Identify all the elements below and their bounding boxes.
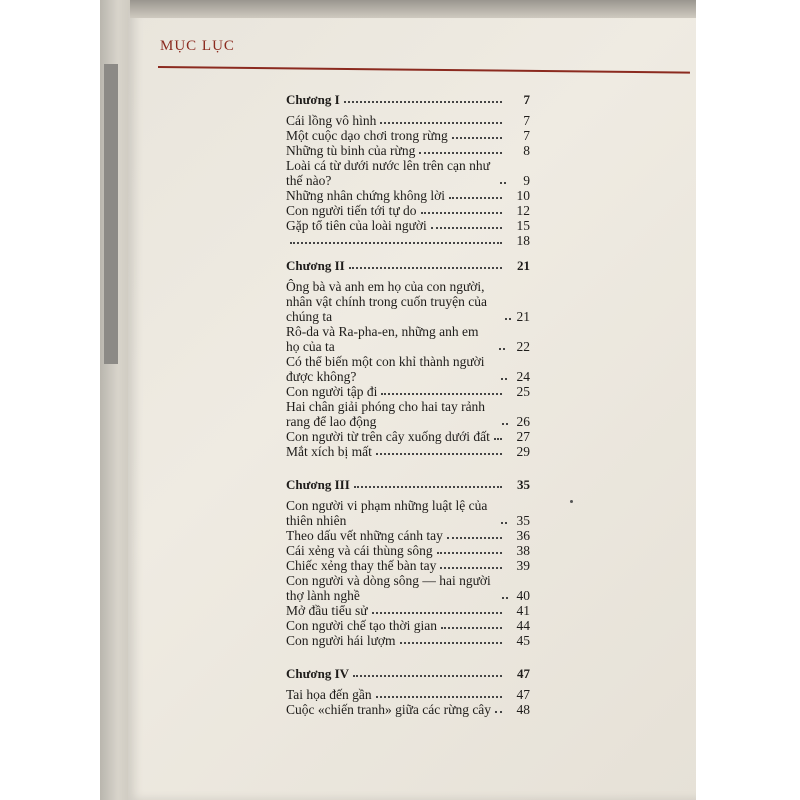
leader-dots	[376, 453, 502, 455]
cover-inner-shadow	[104, 64, 118, 364]
toc-entry-page: 39	[516, 558, 530, 573]
toc-entry-title: Một cuộc dạo chơi trong rừng	[286, 128, 448, 143]
page-title: MỤC LỤC	[160, 38, 235, 54]
leader-dots	[419, 152, 502, 154]
toc-entry-page: 8	[523, 143, 530, 158]
chapter-heading	[286, 477, 530, 492]
leader-dots	[447, 537, 502, 539]
toc-entry	[286, 354, 530, 384]
background-left	[0, 0, 100, 800]
page-top-shadow	[130, 0, 700, 18]
chapter-heading	[286, 258, 530, 273]
chapter-gap	[286, 248, 530, 258]
toc-entry	[286, 633, 530, 648]
toc-entry	[286, 188, 530, 203]
chapter-heading-title: Chương II	[286, 258, 345, 273]
leader-dots	[499, 348, 505, 350]
leader-dots	[421, 212, 502, 214]
toc-entry-page: 22	[516, 339, 530, 354]
chapter-heading-page: 7	[523, 92, 530, 107]
toc-entry-title: Mở đầu tiểu sử	[286, 603, 368, 618]
toc-entry-title: Có thể biến một con khỉ thành người được không?	[286, 354, 488, 384]
leader-dots	[495, 711, 502, 713]
leader-dots	[500, 182, 506, 184]
toc-entry-page: 26	[516, 414, 530, 429]
toc-entry-page: 7	[523, 128, 530, 143]
toc-entry-title: Những tù binh của rừng	[286, 143, 416, 158]
toc-entry-page: 48	[516, 702, 530, 717]
leader-dots	[449, 197, 502, 199]
chapter-heading-page: 47	[517, 666, 530, 681]
leader-dots	[353, 675, 502, 677]
chapter-heading-page: 35	[517, 477, 530, 492]
toc-entry-page: 18	[516, 233, 530, 248]
toc-entry	[286, 618, 530, 633]
chapter-gap	[286, 459, 530, 477]
chapter-heading	[286, 92, 530, 107]
leader-dots	[502, 423, 508, 425]
toc-entry-page: 7	[523, 113, 530, 128]
table-of-contents	[286, 92, 530, 717]
chapter-heading-title: Chương III	[286, 477, 350, 492]
toc-entry	[286, 233, 530, 248]
chapter-heading	[286, 666, 530, 681]
toc-entry	[286, 203, 530, 218]
toc-entry-title: Cái lồng vô hình	[286, 113, 377, 128]
toc-entry	[286, 528, 530, 543]
leader-dots	[376, 696, 502, 698]
leader-dots	[290, 242, 502, 244]
toc-entry-page: 41	[516, 603, 530, 618]
chapter-heading-page: 21	[517, 258, 530, 273]
toc-entry-title: Con người chế tạo thời gian	[286, 618, 437, 633]
chapter-heading-title: Chương I	[286, 92, 340, 107]
leader-dots	[400, 642, 502, 644]
toc-entry-title: Hai chân giải phóng cho hai tay rảnh rang để lao động	[286, 399, 489, 429]
leader-dots	[501, 522, 507, 524]
toc-entry	[286, 279, 530, 324]
toc-entry-title: Ông bà và anh em họ của con người, nhân vật chính trong cuốn truyện của chúng ta	[286, 279, 491, 324]
toc-entry-title: Theo dấu vết những cánh tay	[286, 528, 443, 543]
toc-entry-page: 36	[516, 528, 530, 543]
background-right	[696, 0, 800, 800]
toc-entry	[286, 603, 530, 618]
toc-entry-title: Rô-da và Ra-pha-en, những anh em họ của ta	[286, 324, 482, 354]
toc-entry-title: Mắt xích bị mất	[286, 444, 372, 459]
toc-entry	[286, 384, 530, 399]
leader-dots	[505, 318, 511, 320]
toc-entry-page: 47	[516, 687, 530, 702]
toc-entry	[286, 113, 530, 128]
toc-entry-title: Con người tập đi	[286, 384, 378, 399]
toc-entry-page: 10	[516, 188, 530, 203]
toc-entry-title: Con người từ trên cây xuống dưới đất	[286, 429, 490, 444]
toc-entry	[286, 399, 530, 429]
toc-entry-title: Con người vi phạm những luật lệ của thiên nhiên	[286, 498, 491, 528]
toc-entry-page: 15	[516, 218, 530, 233]
toc-entry-title: Con người và dòng sông — hai người thợ lành nghề	[286, 573, 495, 603]
toc-entry	[286, 158, 530, 188]
leader-dots	[452, 137, 502, 139]
toc-entry-page: 12	[516, 203, 530, 218]
toc-entry-page: 21	[516, 309, 530, 324]
toc-entry	[286, 324, 530, 354]
leader-dots	[494, 438, 502, 440]
page-speck	[570, 500, 573, 503]
toc-entry-title: Cuộc «chiến tranh» giữa các rừng cây	[286, 702, 492, 717]
leader-dots	[440, 567, 502, 569]
toc-entry	[286, 687, 530, 702]
toc-entry-page: 44	[516, 618, 530, 633]
leader-dots	[354, 486, 502, 488]
toc-entry-page: 9	[523, 173, 530, 188]
toc-entry-title: Con người hái lượm	[286, 633, 396, 648]
leader-dots	[437, 552, 502, 554]
toc-entry-title: Chiếc xẻng thay thế bàn tay	[286, 558, 437, 573]
chapter-gap	[286, 648, 530, 666]
leader-dots	[381, 393, 502, 395]
leader-dots	[380, 122, 502, 124]
leader-dots	[372, 612, 502, 614]
toc-entry	[286, 429, 530, 444]
toc-entry-page: 29	[516, 444, 530, 459]
leader-dots	[441, 627, 502, 629]
toc-entry-page: 24	[516, 369, 530, 384]
leader-dots	[431, 227, 502, 229]
toc-entry-title: Cái xẻng và cái thùng sông	[286, 543, 433, 558]
toc-entry-title: Gặp tổ tiên của loài người	[286, 218, 427, 233]
toc-entry	[286, 444, 530, 459]
toc-entry	[286, 128, 530, 143]
toc-entry-title: Con người tiến tới tự do	[286, 203, 417, 218]
toc-entry-page: 35	[516, 513, 530, 528]
chapter-heading-title: Chương IV	[286, 666, 350, 681]
toc-entry-page: 27	[516, 429, 530, 444]
toc-entry-page: 25	[516, 384, 530, 399]
toc-entry	[286, 702, 530, 717]
toc-entry	[286, 543, 530, 558]
toc-entry	[286, 218, 530, 233]
toc-entry-page: 45	[516, 633, 530, 648]
toc-entry	[286, 143, 530, 158]
toc-entry	[286, 498, 530, 528]
leader-dots	[349, 267, 502, 269]
toc-entry-page: 40	[516, 588, 530, 603]
toc-entry	[286, 573, 530, 603]
leader-dots	[344, 101, 502, 103]
toc-entry-title: Tai họa đến gần	[286, 687, 372, 702]
toc-entry-title: Những nhân chứng không lời	[286, 188, 446, 203]
leader-dots	[501, 378, 507, 380]
toc-entry-title: Loài cá từ dưới nước lên trên cạn như thế nào?	[286, 158, 494, 188]
leader-dots	[502, 597, 508, 599]
toc-entry-page: 38	[516, 543, 530, 558]
toc-entry	[286, 558, 530, 573]
